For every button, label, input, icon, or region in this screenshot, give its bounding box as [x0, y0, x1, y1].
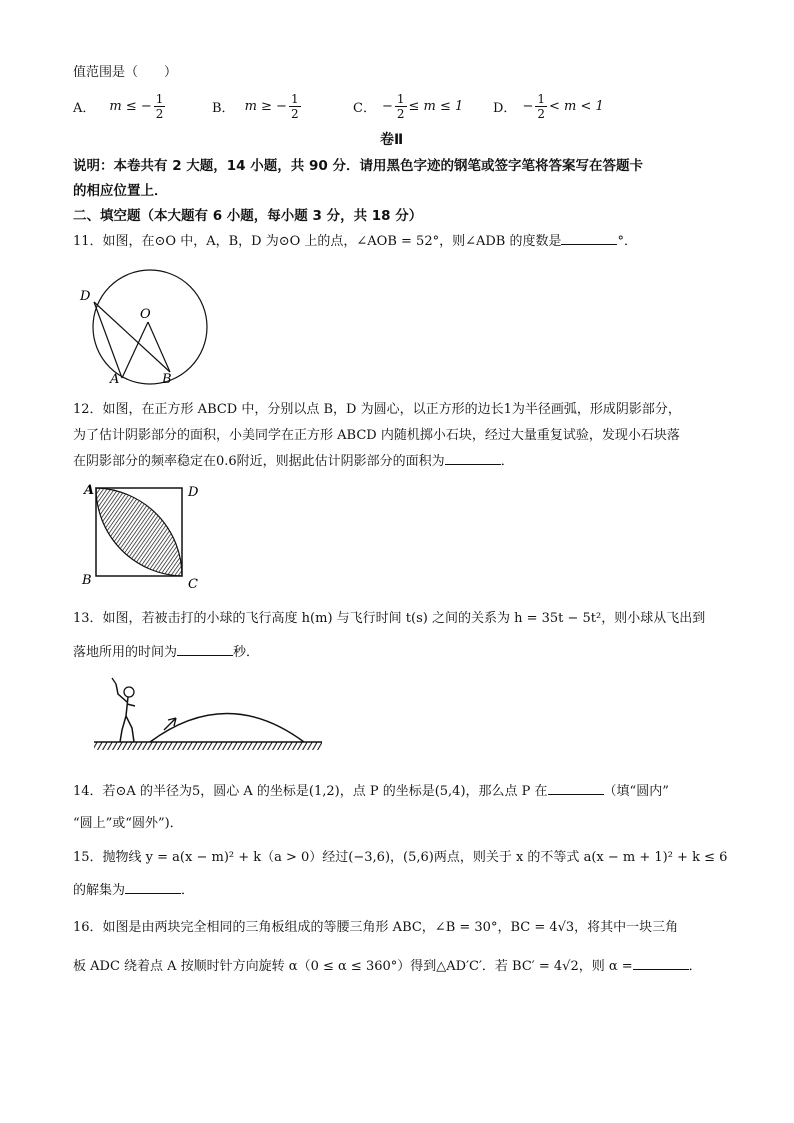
- fraction: $\frac{1}{2}$: [155, 92, 164, 121]
- question-12-line-1: 12．如图，在正方形 ABCD 中，分别以点 B，D 为圆心，以正方形的边长1为半径画弧，形成阴影部分，: [73, 402, 681, 417]
- question-15-line-2: 的解集为 ．: [73, 883, 195, 898]
- question-14-line-1: 14．若⊙A 的半径为5，圆心 A 的坐标是(1,2)，点 P 的坐标是(5,4)，那么点 P 在 （填“圆内”: [73, 784, 669, 799]
- question-12-line-2: 为了估计阴影部分的面积，小美同学在正方形 ABCD 内随机掷小石块，经过大量重复试验，发现小石块落: [73, 428, 680, 443]
- label-a: A: [110, 372, 120, 387]
- option-b[interactable]: [212, 92, 303, 121]
- note-line-2: 的相应位置上．: [73, 183, 168, 199]
- option-math: m ≤ −: [109, 99, 152, 114]
- label-c: C: [188, 577, 198, 592]
- question-13-line-2: 落地所用的时间为 秒．: [73, 645, 260, 660]
- figure-11-circle: [76, 262, 206, 390]
- label-d: D: [80, 289, 91, 304]
- option-a[interactable]: [73, 92, 167, 121]
- answer-blank[interactable]: [125, 881, 181, 894]
- label-o: O: [140, 307, 151, 322]
- option-label: B．: [212, 101, 235, 116]
- label-d: D: [188, 485, 199, 500]
- section-title: 卷Ⅱ: [380, 132, 404, 148]
- question-15-line-1: 15．抛物线 y = a(x − m)² + k（a > 0）经过(−3,6)，(5,6)两点，则关于 x 的不等式 a(x − m + 1)² + k ≤ 6: [73, 850, 728, 865]
- question-13-line-1: 13．如图，若被击打的小球的飞行高度 h(m) 与飞行时间 t(s) 之间的关系为 h = 35t − 5t²，则小球从飞出到: [73, 611, 706, 626]
- question-10-tail: 值范围是（ ）: [73, 65, 178, 80]
- answer-blank[interactable]: [633, 957, 689, 970]
- option-math: m ≥ −: [244, 99, 287, 114]
- answer-blank[interactable]: [177, 643, 233, 656]
- question-11: 11．如图，在⊙O 中，A，B，D 为⊙O 上的点，∠AOB = 52°，则∠ADB 的度数是 °．: [73, 234, 637, 249]
- option-label: D．: [493, 101, 517, 116]
- option-math: −: [522, 99, 534, 114]
- question-14-line-2: “圆上”或“圆外”)．: [73, 816, 183, 831]
- fraction: $\frac{1}{2}$: [396, 92, 405, 121]
- option-d[interactable]: [493, 92, 604, 121]
- answer-blank[interactable]: [561, 232, 617, 245]
- figure-13-golf: [92, 680, 332, 752]
- label-a: A: [84, 483, 95, 498]
- option-c[interactable]: [353, 92, 463, 121]
- part-title: 二、填空题（本大题有 6 小题，每小题 3 分，共 18 分）: [73, 208, 423, 224]
- label-b: B: [82, 573, 92, 588]
- answer-blank[interactable]: [548, 782, 604, 795]
- fraction: $\frac{1}{2}$: [537, 92, 545, 121]
- option-math-post: ≤ m ≤ 1: [408, 99, 464, 114]
- option-label: A．: [73, 101, 96, 116]
- question-12-line-3: 在阴影部分的频率稳定在0.6附近，则据此估计阴影部分的面积为 ．: [73, 454, 514, 469]
- answer-blank[interactable]: [445, 452, 501, 465]
- figure-12-square: [80, 480, 210, 590]
- option-label: C．: [353, 101, 376, 116]
- label-b: B: [162, 372, 172, 387]
- question-16-line-2: 板 ADC 绕着点 A 按顺时针方向旋转 α（0 ≤ α ≤ 360°）得到△AD′C′．若 BC′ = 4√2，则 α = ．: [73, 959, 702, 974]
- note-line-1: 说明：本卷共有 2 大题，14 小题，共 90 分．请用黑色字迹的钢笔或签字笔将答案写在答题卡: [73, 158, 643, 174]
- fraction: $\frac{1}{2}$: [290, 92, 299, 121]
- question-16-line-1: 16．如图是由两块完全相同的三角板组成的等腰三角形 ABC，∠B = 30°，BC = 4√3，将其中一块三角: [73, 920, 679, 935]
- option-math-post: < m < 1: [548, 99, 604, 114]
- option-math: −: [381, 99, 393, 114]
